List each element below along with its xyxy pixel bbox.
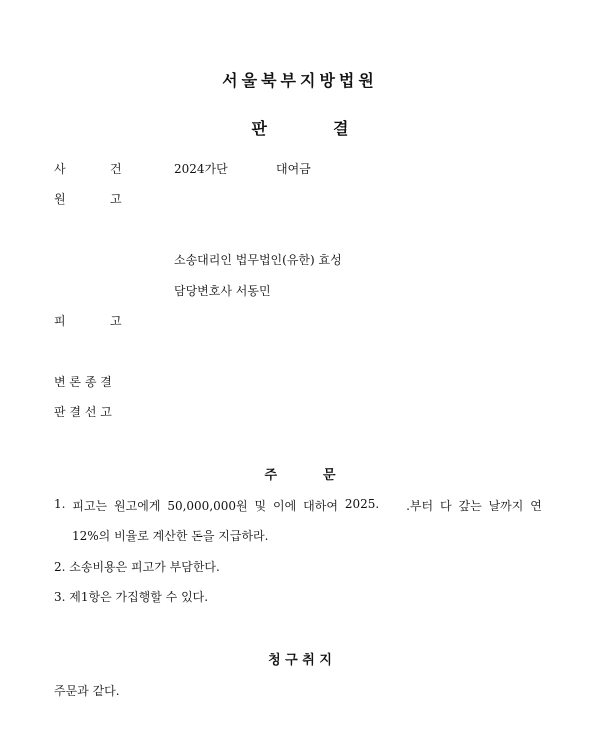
plaintiff-attorney: 담당변호사 서동민 — [174, 284, 271, 298]
claim-heading: 청 구 취 지 — [268, 653, 332, 668]
plaintiff-label-2: 고 — [110, 192, 122, 206]
order-item-1-line-1 — [54, 497, 542, 514]
order-item-1-word: 갚는 — [458, 499, 482, 513]
order-heading-char-2: 문 — [323, 468, 336, 483]
case-label-2: 건 — [110, 162, 122, 176]
document-title-char-1: 판 — [251, 119, 267, 138]
order-item-1-word: 1. — [54, 497, 66, 511]
order-item-1-word: 원고에게 — [114, 499, 161, 513]
closing-date-label: 변 론 종 결 — [54, 375, 112, 389]
sentencing-date-label: 판 결 선 고 — [54, 405, 112, 419]
order-item-3: 3. 제1항은 가집행할 수 있다. — [54, 590, 209, 604]
order-item-1-word: 다 — [440, 499, 452, 513]
order-item-1-word: 날까지 — [488, 499, 524, 513]
case-label-1: 사 — [54, 162, 66, 176]
order-item-1-word: .부터 — [406, 499, 434, 513]
document-title — [0, 116, 600, 139]
order-item-1-word: 및 — [254, 499, 267, 513]
order-item-1-word: 연 — [530, 499, 542, 513]
order-item-1-word: 피고는 — [72, 499, 108, 513]
court-name: 서울북부지방법원 — [222, 71, 378, 90]
claim-text: 주문과 같다. — [54, 684, 120, 698]
order-item-1-line-2: 12%의 비율로 계산한 돈을 지급하라. — [72, 529, 269, 543]
defendant-label-1: 피 — [54, 314, 66, 328]
plaintiff-representative: 소송대리인 법무법인(유한) 효성 — [174, 253, 342, 267]
defendant-label-2: 고 — [110, 314, 122, 328]
document-title-char-2: 결 — [333, 119, 349, 138]
order-item-1-word: 50,000,000원 — [167, 499, 248, 513]
order-heading — [0, 464, 600, 483]
plaintiff-label-1: 원 — [54, 192, 66, 206]
order-item-2: 2. 소송비용은 피고가 부담한다. — [54, 560, 220, 574]
order-item-1-word: 대하여 — [303, 499, 338, 513]
case-name: 대여금 — [276, 162, 311, 176]
order-item-1-word: 2025. — [344, 497, 380, 511]
case-number: 2024가단 — [174, 162, 228, 176]
order-item-1-word: 이에 — [273, 499, 297, 513]
order-heading-char-1: 주 — [264, 468, 277, 483]
